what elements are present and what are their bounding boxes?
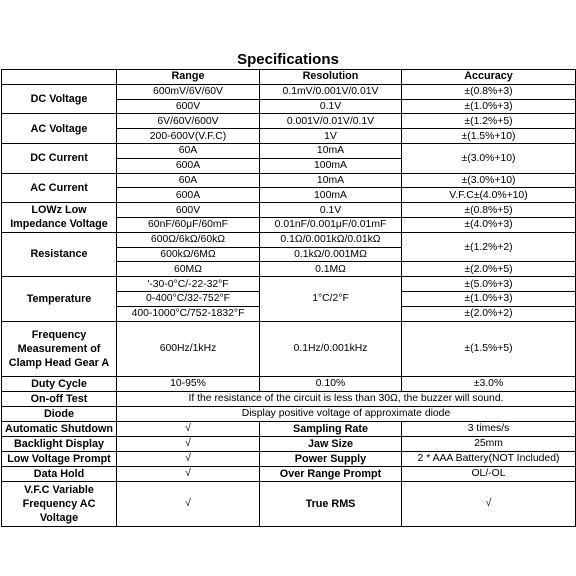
temperature-label: Temperature — [2, 277, 117, 321]
table-row — [2, 232, 576, 247]
cell-accuracy: ±(4.0%+3) — [402, 217, 576, 232]
feature-value: √ — [117, 421, 260, 436]
table-row — [2, 451, 576, 466]
header-blank — [2, 70, 117, 85]
feature-label: Power Supply — [260, 451, 402, 466]
dc-current-label: DC Current — [2, 143, 117, 173]
cell-range: 600mV/6V/60V — [117, 84, 260, 99]
cell-range: 400-1000°C/752-1832°F — [117, 306, 260, 321]
cell-accuracy: ±(0.8%+5) — [402, 203, 576, 218]
cell-accuracy: ±(1.0%+3) — [402, 99, 576, 114]
cell-resolution: 0.1Ω/0.001kΩ/0.01kΩ — [260, 232, 402, 247]
table-row — [2, 84, 576, 99]
resistance-label: Resistance — [2, 232, 117, 276]
table-row — [2, 376, 576, 391]
lowz-label: LOWz Low Impedance Voltage — [2, 203, 117, 233]
cell-resolution: 0.01nF/0.001μF/0.01mF — [260, 217, 402, 232]
ac-voltage-label: AC Voltage — [2, 114, 117, 144]
feature-value: 25mm — [402, 436, 576, 451]
cell-range: 10-95% — [117, 376, 260, 391]
cell-accuracy: ±(5.0%+3) — [402, 277, 576, 292]
table-row — [2, 173, 576, 188]
table-row — [2, 436, 576, 451]
cell-resolution: 0.1V — [260, 203, 402, 218]
cell-range: 600A — [117, 188, 260, 203]
cell-resolution: 0.1mV/0.001V/0.01V — [260, 84, 402, 99]
cell-range: 600V — [117, 99, 260, 114]
feature-label: True RMS — [260, 481, 402, 526]
cell-range: 0-400°C/32-752°F — [117, 291, 260, 306]
cell-range: 60MΩ — [117, 262, 260, 277]
header-range: Range — [117, 70, 260, 85]
cell-range: '-30-0°C/-22-32°F — [117, 277, 260, 292]
feature-value: 2 * AAA Battery(NOT Included) — [402, 451, 576, 466]
feature-label: Jaw Size — [260, 436, 402, 451]
feature-label: Low Voltage Prompt — [2, 451, 117, 466]
cell-accuracy: ±(1.5%+5) — [402, 321, 576, 376]
cell-accuracy: ±(1.0%+3) — [402, 291, 576, 306]
cell-accuracy: ±(2.0%+5) — [402, 262, 576, 277]
header-resolution: Resolution — [260, 70, 402, 85]
table-row — [2, 421, 576, 436]
cell-accuracy: ±(1.5%+10) — [402, 129, 576, 144]
on-off-test-text: If the resistance of the circuit is less than 30Ω, the buzzer will sound. — [117, 391, 576, 406]
specifications-table — [1, 69, 576, 527]
cell-range: 600Hz/1kHz — [117, 321, 260, 376]
feature-value: 3 times/s — [402, 421, 576, 436]
diode-label: Diode — [2, 406, 117, 421]
header-row — [2, 70, 576, 85]
cell-range: 600kΩ/6MΩ — [117, 247, 260, 262]
on-off-test-label: On-off Test — [2, 391, 117, 406]
feature-value: √ — [117, 451, 260, 466]
table-row — [2, 277, 576, 292]
cell-range: 600A — [117, 158, 260, 173]
dc-voltage-label: DC Voltage — [2, 84, 117, 114]
cell-resolution: 0.1Hz/0.001kHz — [260, 321, 402, 376]
ac-current-label: AC Current — [2, 173, 117, 203]
cell-resolution: 1V — [260, 129, 402, 144]
table-row — [2, 406, 576, 421]
cell-resolution: 1°C/2°F — [260, 277, 402, 321]
cell-resolution: 10mA — [260, 143, 402, 158]
cell-resolution: 0.1V — [260, 99, 402, 114]
cell-range: 6V/60V/600V — [117, 114, 260, 129]
cell-range: 60A — [117, 143, 260, 158]
cell-resolution: 0.1MΩ — [260, 262, 402, 277]
cell-accuracy: V.F.C±(4.0%+10) — [402, 188, 576, 203]
feature-label: Backlight Display — [2, 436, 117, 451]
feature-label: Sampling Rate — [260, 421, 402, 436]
cell-accuracy: ±(1.2%+2) — [402, 232, 576, 262]
cell-resolution: 100mA — [260, 188, 402, 203]
cell-resolution: 100mA — [260, 158, 402, 173]
cell-accuracy: ±3.0% — [402, 376, 576, 391]
table-row — [2, 321, 576, 376]
cell-range: 200-600V(V.F.C) — [117, 129, 260, 144]
table-row — [2, 481, 576, 526]
frequency-label: Frequency Measurement of Clamp Head Gear A — [2, 321, 117, 376]
cell-accuracy: ±(0.8%+3) — [402, 84, 576, 99]
feature-value: √ — [117, 436, 260, 451]
feature-value: √ — [402, 481, 576, 526]
feature-label: Over Range Prompt — [260, 466, 402, 481]
cell-resolution: 0.10% — [260, 376, 402, 391]
cell-range: 600V — [117, 203, 260, 218]
cell-resolution: 10mA — [260, 173, 402, 188]
diode-text: Display positive voltage of approximate diode — [117, 406, 576, 421]
table-row — [2, 143, 576, 158]
cell-resolution: 0.001V/0.01V/0.1V — [260, 114, 402, 129]
feature-label: V.F.C Variable Frequency AC Voltage — [2, 481, 117, 526]
feature-value: √ — [117, 481, 260, 526]
cell-range: 60A — [117, 173, 260, 188]
cell-resolution: 0.1kΩ/0.001MΩ — [260, 247, 402, 262]
cell-range: 600Ω/6kΩ/60kΩ — [117, 232, 260, 247]
feature-label: Automatic Shutdown — [2, 421, 117, 436]
cell-accuracy: ±(3.0%+10) — [402, 173, 576, 188]
feature-value: OL/-OL — [402, 466, 576, 481]
cell-accuracy: ±(3.0%+10) — [402, 143, 576, 173]
cell-accuracy: ±(1.2%+5) — [402, 114, 576, 129]
table-row — [2, 466, 576, 481]
cell-range: 60nF/60μF/60mF — [117, 217, 260, 232]
table-row — [2, 203, 576, 218]
header-accuracy: Accuracy — [402, 70, 576, 85]
feature-value: √ — [117, 466, 260, 481]
feature-label: Data Hold — [2, 466, 117, 481]
table-row — [2, 391, 576, 406]
duty-cycle-label: Duty Cycle — [2, 376, 117, 391]
page-title: Specifications — [237, 51, 339, 68]
cell-accuracy: ±(2.0%+2) — [402, 306, 576, 321]
table-row — [2, 114, 576, 129]
